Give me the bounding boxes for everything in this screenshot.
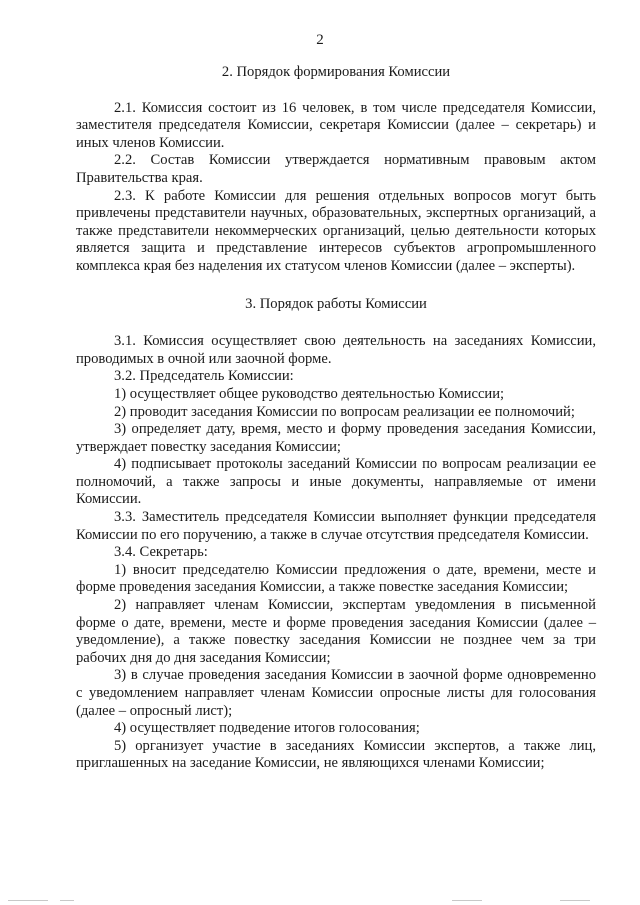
paragraph-3-1: 3.1. Комиссия осуществляет свою деятельность на заседаниях Комиссии, проводимых в очной или заочной форме. (76, 333, 596, 367)
paragraph-3-4-item-2: 2) направляет членам Комиссии, экспертам уведомления в письменной форме о дате, времени, месте и форме проведения заседания Комиссии (далее – уведомление), а также повестку заседания Комиссии не позднее чем за три рабочих дня до дня заседания Комиссии; (76, 597, 596, 666)
paragraph-3-2: 3.2. Председатель Комиссии: (114, 368, 294, 385)
paragraph-3-3: 3.3. Заместитель председателя Комиссии выполняет функции председателя Комиссии по его поручению, а также в случае отсутствия председателя Комиссии. (76, 509, 596, 543)
section-2-title: 2. Порядок формирования Комиссии (221, 64, 451, 80)
paragraph-2-3: 2.3. К работе Комиссии для решения отдельных вопросов могут быть привлечены представители научных, образовательных, экспертных организаций, а также представители некоммерческих организаций, целью деятельности которых является защита и представление интересов субъектов агропромышленного комплекса края без наделения их статусом членов Комиссии (далее – эксперты). (76, 187, 596, 274)
page-number: 2 (316, 32, 324, 48)
paragraph-3-4-item-4: 4) осуществляет подведение итогов голосования; (114, 720, 420, 737)
document-body (76, 64, 596, 773)
paragraph-3-2-item-1: 1) осуществляет общее руководство деятельностью Комиссии; (114, 385, 505, 402)
paragraph-3-4-item-1: 1) вносит председателю Комиссии предложения о дате, времени, месте и форме проведения заседания Комиссии, а также повестке заседания Комиссии; (76, 561, 596, 596)
paragraph-3-4: 3.4. Секретарь: (114, 544, 208, 561)
paragraph-3-4-item-5: 5) организует участие в заседаниях Комиссии экспертов, а также лиц, приглашенных на заседание Комиссии, не являющихся членами Комиссии; (76, 737, 596, 772)
paragraph-3-2-item-4: 4) подписывает протоколы заседаний Комиссии по вопросам реализации ее полномочий, а также запросы и иные документы, направляемые от имени Комиссии. (76, 456, 596, 508)
section-3-title: 3. Порядок работы Комиссии (245, 295, 427, 312)
paragraph-3-2-item-2: 2) проводит заседания Комиссии по вопросам реализации ее полномочий; (114, 403, 575, 420)
paragraph-3-4-item-3: 3) в случае проведения заседания Комиссии в заочной форме одновременно с уведомлением направляет членам Комиссии опросные листы для голосования (далее – опросный лист); (76, 667, 596, 719)
paragraph-2-2: 2.2. Состав Комиссии утверждается нормативным правовым актом Правительства края. (76, 152, 596, 186)
paragraph-3-2-item-3: 3) определяет дату, время, место и форму проведения заседания Комиссии, утверждает повестку заседания Комиссии; (76, 421, 596, 455)
paragraph-2-1: 2.1. Комиссия состоит из 16 человек, в том числе председателя Комиссии, заместителя председателя Комиссии, секретаря Комиссии (далее – секретарь) и иных членов Комиссии. (76, 99, 596, 151)
scan-edge-marks (0, 898, 640, 905)
